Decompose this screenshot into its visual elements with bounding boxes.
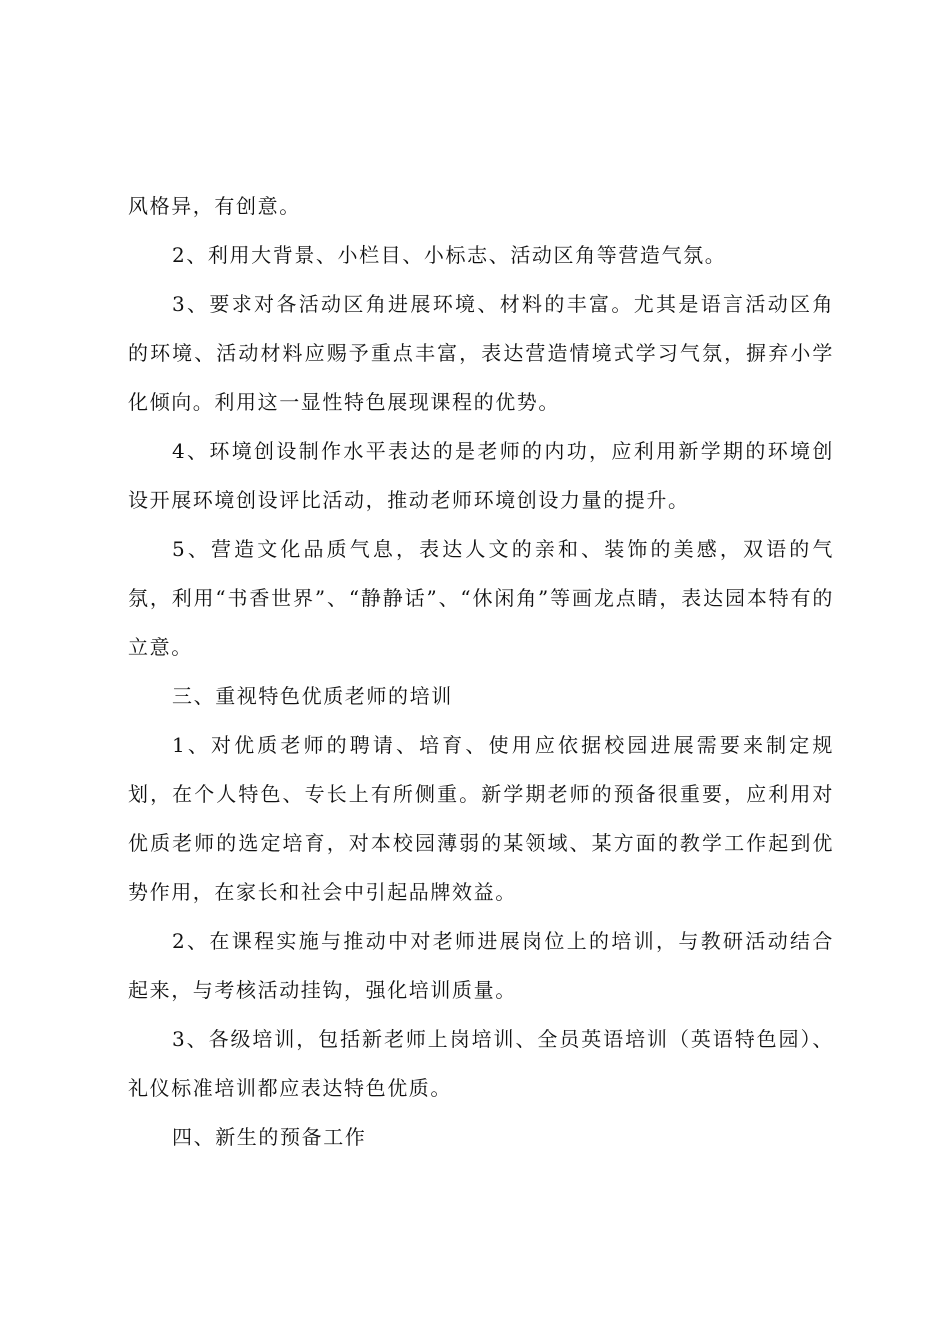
paragraph-teacher-2: 2、在课程实施与推动中对老师进展岗位上的培训，与教研活动结合起来，与考核活动挂钩，强化培训质量。 <box>128 929 834 1002</box>
paragraph-item-3: 3、要求对各活动区角进展环境、材料的丰富。尤其是语言活动区角的环境、活动材料应赐予重点丰富，表达营造情境式学习气氛，摒弃小学化倾向。利用这一显性特色展现课程的优势。 <box>128 292 834 414</box>
paragraph-teacher-3: 3、各级培训，包括新老师上岗培训、全员英语培训（英语特色园）、礼仪标准培训都应表达特色优质。 <box>128 1027 834 1100</box>
paragraph-item-5: 5、营造文化品质气息，表达人文的亲和、装饰的美感，双语的气氛，利用“书香世界”、“静静话”、“休闲角”等画龙点睛，表达园本特有的立意。 <box>128 537 834 659</box>
paragraph-continuation: 风格异，有创意。 <box>128 194 301 218</box>
document-body <box>128 182 834 1162</box>
section-heading-3: 三、重视特色优质老师的培训 <box>172 684 453 708</box>
section-heading-4: 四、新生的预备工作 <box>172 1125 367 1149</box>
paragraph-item-4: 4、环境创设制作水平表达的是老师的内功，应利用新学期的环境创设开展环境创设评比活动，推动老师环境创设力量的提升。 <box>128 439 834 512</box>
paragraph-teacher-1: 1、对优质老师的聘请、培育、使用应依据校园进展需要来制定规划，在个人特色、专长上有所侧重。新学期老师的预备很重要，应利用对优质老师的选定培育，对本校园薄弱的某领域、某方面的教学工作起到优势作用，在家长和社会中引起品牌效益。 <box>128 733 834 904</box>
paragraph-item-2: 2、利用大背景、小栏目、小标志、活动区角等营造气氛。 <box>172 243 727 267</box>
